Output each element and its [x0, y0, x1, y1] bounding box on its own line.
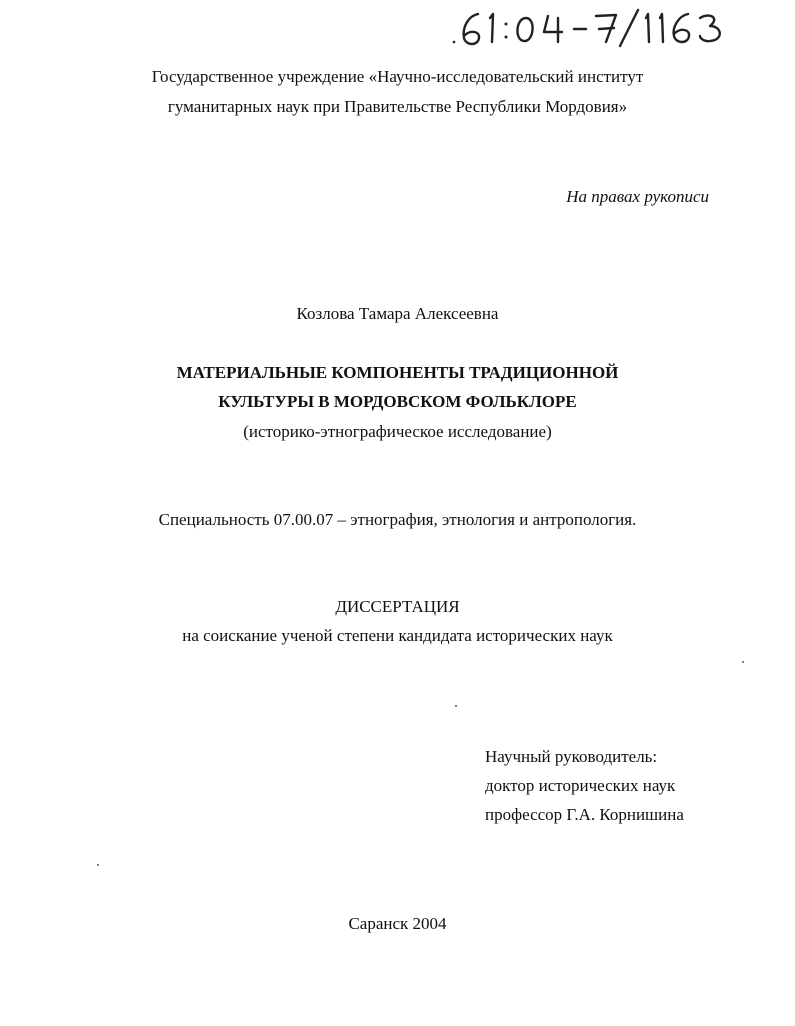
scan-speck: [97, 864, 99, 866]
institution-line-1: Государственное учреждение «Научно-исследовательский институт: [151, 67, 644, 86]
supervisor-name: профессор Г.А. Корнишина: [485, 805, 684, 824]
scan-speck: [455, 705, 457, 707]
work-type-heading: ДИССЕРТАЦИЯ: [335, 597, 460, 616]
title-line-1: МАТЕРИАЛЬНЫЕ КОМПОНЕНТЫ ТРАДИЦИОННОЙ: [176, 363, 619, 382]
title-line-2: КУЛЬТУРЫ В МОРДОВСКОМ ФОЛЬКЛОРЕ: [218, 392, 577, 411]
specialty: Специальность 07.00.07 – этнография, этнология и антропология.: [158, 510, 637, 529]
place-and-year: Саранск 2004: [348, 914, 447, 933]
institution-line-2: гуманитарных наук при Правительстве Республики Мордовия»: [167, 97, 628, 116]
handwritten-archive-mark: [448, 4, 738, 50]
handwritten-mark-drawing: [448, 4, 738, 50]
subtitle: (историко-этнографическое исследование): [243, 422, 552, 441]
supervisor-degree: доктор исторических наук: [485, 776, 676, 795]
supervisor-label: Научный руководитель:: [485, 747, 658, 766]
manuscript-rights-note: На правах рукописи: [566, 187, 709, 206]
degree-statement: на соискание ученой степени кандидата исторических наук: [182, 626, 613, 645]
author-name: Козлова Тамара Алексеевна: [296, 304, 499, 323]
scan-speck: [742, 661, 744, 663]
